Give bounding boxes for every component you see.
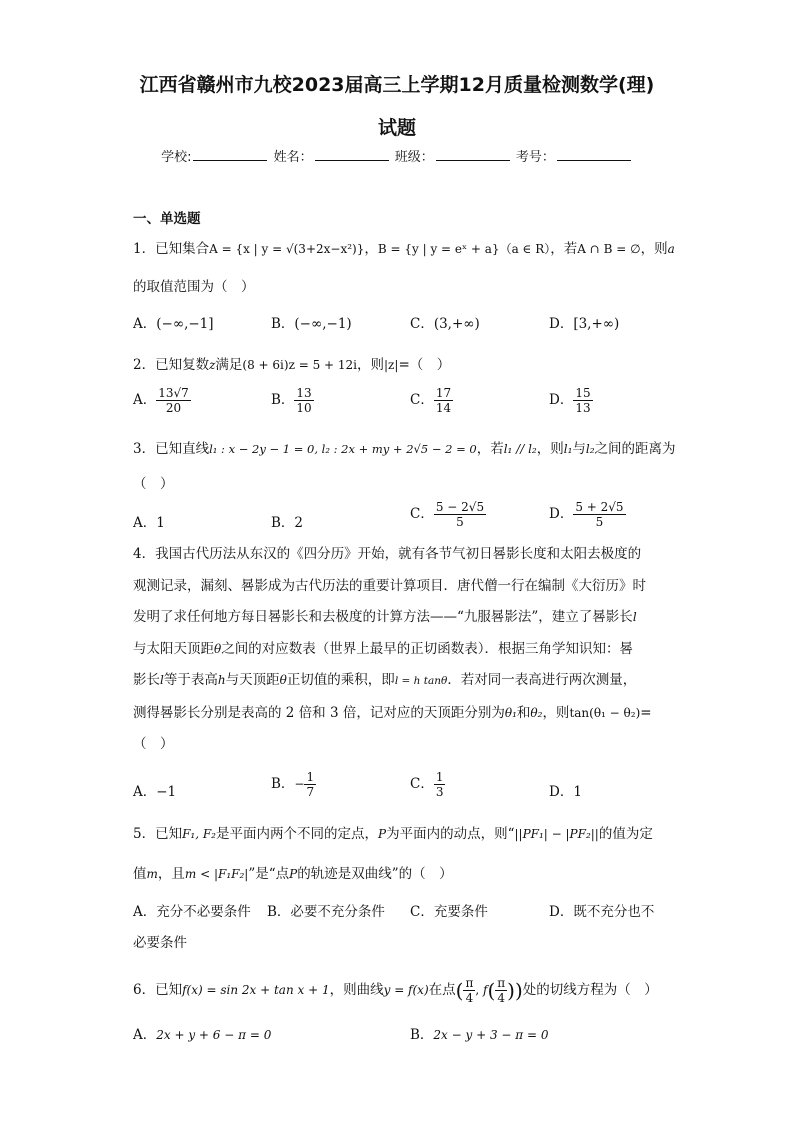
q3-stem: 3．已知直线l₁ : x − 2y − 1 = 0, l₂ : 2x + my + 2√5 − 2 = 0，若l₁ // l₂，则l₁与l₂之间的距离为 xyxy=(133,441,676,457)
section-heading: 一、单选题 xyxy=(133,211,201,227)
q1-stem-2: 的取值范围为（ ） xyxy=(133,279,255,295)
q4-option-d[interactable]: D．1 xyxy=(549,784,582,800)
q5-option-d-tail: 必要条件 xyxy=(133,935,187,951)
q4-option-b[interactable]: B．− $\frac{1}{7}$ xyxy=(271,770,315,799)
q2-option-d[interactable]: D． $\frac{15}{13}$ xyxy=(549,386,591,415)
q4-option-c[interactable]: C． $\frac{1}{3}$ xyxy=(410,770,444,799)
q5-option-c[interactable]: C．充要条件 xyxy=(410,904,488,920)
q5-option-d[interactable]: D．既不充分也不 xyxy=(549,904,655,920)
name-blank[interactable] xyxy=(315,147,389,161)
name-label: 姓名： xyxy=(273,150,313,165)
q4-stem: 4．我国古代历法从东汉的《四分历》开始，就有各节气初日晷影长度和太阳去极度的 观测记录，漏刻、晷影成为古代历法的重要计算项目．唐代僧一行在编制《大衍历》时 发明了求任何地方每日晷影长和去极度的计算方法——“九服晷影法”，建立了晷影长l 与太阳天顶距θ之间的对应数表（世界上最早的正切函数表）．根据三角学知识知：晷 影长l等于表高h与天顶距θ正切值的乘积，即l = h tanθ．若对同一表高进行两次测量， 测得晷影长分别是表高的 2 倍和 3 倍，记对应的天顶距分别为θ₁和θ₂，则tan(θ₁ − θ₂)= （ ） xyxy=(133,546,652,752)
q3-stem-2: （ ） xyxy=(133,476,174,492)
school-label: 学校: xyxy=(161,150,192,165)
q5-stem: 5．已知F₁, F₂是平面内两个不同的定点，P为平面内的动点，则“||PF₁| − |PF₂||的值为定 xyxy=(133,826,653,842)
school-blank[interactable] xyxy=(193,147,267,161)
q5-stem-2: 值m，且m < |F₁F₂|”是“点P的轨迹是双曲线”的（ ） xyxy=(133,866,453,882)
q3-option-a[interactable]: A．1 xyxy=(133,515,165,531)
q1-option-b[interactable]: B．(−∞,−1) xyxy=(271,316,352,332)
exam-title: 江西省赣州市九校2023届高三上学期12月质量检测数学(理) xyxy=(139,74,655,96)
class-blank[interactable] xyxy=(436,147,510,161)
q1-option-d[interactable]: D．[3,+∞) xyxy=(549,316,620,332)
q1-option-c[interactable]: C．(3,+∞) xyxy=(410,316,480,332)
exam-no-label: 考号： xyxy=(515,150,555,165)
q3-option-c[interactable]: C． $\frac{5 - 2√5}{5}$ xyxy=(410,500,485,529)
q6-option-a[interactable]: A．2x + y + 6 − π = 0 xyxy=(133,1027,272,1043)
q4-option-a[interactable]: A．−1 xyxy=(133,784,177,800)
q3-option-b[interactable]: B．2 xyxy=(271,515,304,531)
q2-stem: 2．已知复数z满足(8 + 6i)z = 5 + 12i，则|z|=（ ） xyxy=(133,357,451,373)
student-info xyxy=(0,146,794,165)
q5-option-a[interactable]: A．充分不必要条件 xyxy=(133,904,251,920)
q3-option-d[interactable]: D． $\frac{5 + 2√5}{5}$ xyxy=(549,500,624,529)
exam-title-line2: 试题 xyxy=(377,117,416,139)
q5-option-b[interactable]: B．必要不充分条件 xyxy=(267,904,385,920)
q1-stem: 1．已知集合A = {x | y = √(3+2x−x²)}，B = {y | y = eˣ + a}（a ∈ R），若A ∩ B = ∅，则a xyxy=(133,241,675,257)
q1-option-a[interactable]: A．(−∞,−1] xyxy=(133,316,214,332)
q6-stem: 6．已知f(x) = sin 2x + tan x + 1，则曲线y = f(x)在点( $\frac{\pi}{4}$ , f( $\frac{\pi}{4}$ ))处的切线方程为（ ） xyxy=(133,976,658,1005)
q2-option-c[interactable]: C． $\frac{17}{14}$ xyxy=(410,386,452,415)
class-label: 班级： xyxy=(394,150,434,165)
q6-option-b[interactable]: B．2x − y + 3 − π = 0 xyxy=(410,1027,549,1043)
q2-option-b[interactable]: B． $\frac{13}{10}$ xyxy=(271,386,312,415)
q2-option-a[interactable]: A． $\frac{13√7}{20}$ xyxy=(133,386,189,415)
exam-no-blank[interactable] xyxy=(557,147,631,161)
